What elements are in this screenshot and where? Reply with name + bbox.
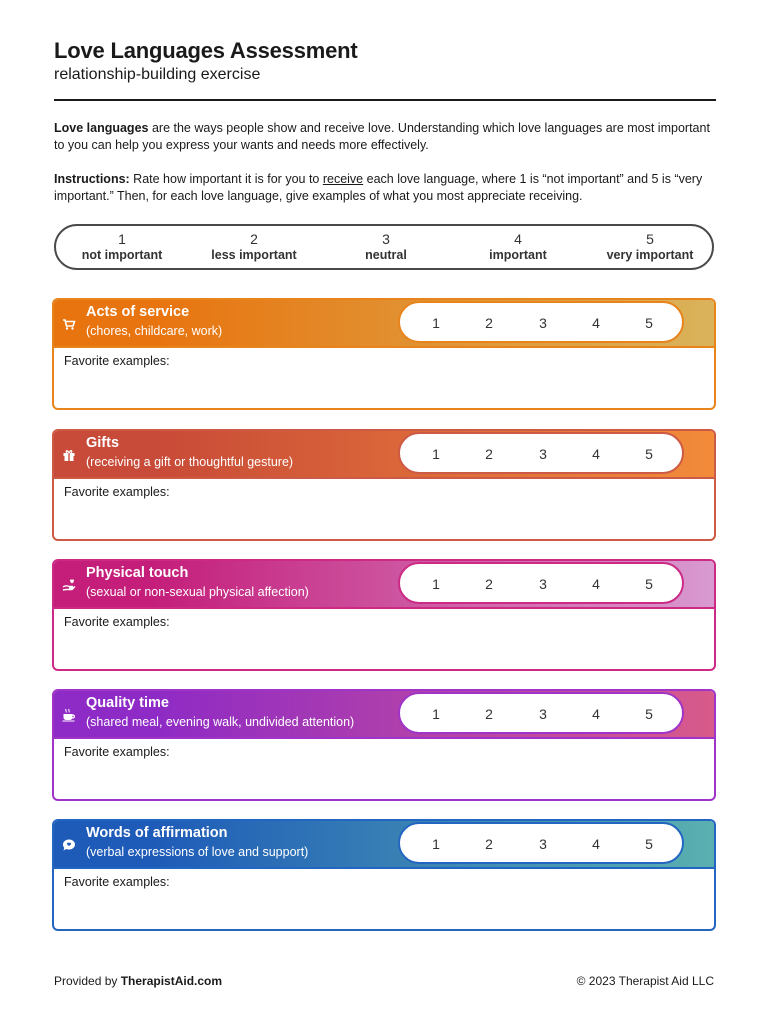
rating-options bbox=[398, 432, 684, 474]
rating-2[interactable]: 2 bbox=[485, 836, 493, 852]
brand-link[interactable]: TherapistAid.com bbox=[120, 974, 223, 988]
rating-options bbox=[398, 301, 684, 343]
scale-label: important bbox=[489, 248, 547, 262]
card-title: Quality time bbox=[86, 695, 169, 711]
rating-2[interactable]: 2 bbox=[485, 315, 493, 331]
favorite-examples-field[interactable] bbox=[54, 737, 714, 799]
rating-2[interactable]: 2 bbox=[485, 576, 493, 592]
scale-item bbox=[62, 231, 182, 263]
footer-copyright: © 2023 Therapist Aid LLC bbox=[576, 974, 714, 988]
card-description: (sexual or non-sexual physical affection) bbox=[86, 585, 309, 599]
rating-5[interactable]: 5 bbox=[645, 576, 653, 592]
rating-4[interactable]: 4 bbox=[592, 836, 600, 852]
card-title: Physical touch bbox=[86, 565, 189, 581]
rating-3[interactable]: 3 bbox=[539, 576, 547, 592]
card-description: (verbal expressions of love and support) bbox=[86, 845, 309, 859]
rating-scale-legend bbox=[54, 224, 714, 270]
provided-by-text: Provided by bbox=[54, 974, 121, 988]
speech-heart-icon bbox=[62, 838, 76, 852]
rating-1[interactable]: 1 bbox=[432, 446, 440, 462]
scale-number: 3 bbox=[382, 231, 390, 247]
page-title: Love Languages Assessment bbox=[54, 38, 358, 63]
rating-3[interactable]: 3 bbox=[539, 446, 547, 462]
page-subtitle: relationship-building exercise bbox=[54, 66, 261, 83]
card-description: (chores, childcare, work) bbox=[86, 324, 223, 338]
instructions-text-after: each love language, where 1 is “not important” and 5 is “very important.” Then, for each love language, give examples of what you most appreciate receiving. bbox=[54, 172, 703, 203]
card-header bbox=[54, 561, 714, 607]
rating-3[interactable]: 3 bbox=[539, 706, 547, 722]
instructions-text-before: Rate how important it is for you to bbox=[129, 172, 323, 186]
favorite-examples-field[interactable] bbox=[54, 867, 714, 929]
scale-item bbox=[590, 231, 710, 263]
rating-3[interactable]: 3 bbox=[539, 836, 547, 852]
scale-number: 2 bbox=[250, 231, 258, 247]
rating-2[interactable]: 2 bbox=[485, 446, 493, 462]
card-title: Gifts bbox=[86, 435, 120, 451]
scale-number: 1 bbox=[118, 231, 126, 247]
scale-number: 4 bbox=[514, 231, 522, 247]
title-divider bbox=[54, 99, 716, 101]
rating-5[interactable]: 5 bbox=[645, 706, 653, 722]
rating-3[interactable]: 3 bbox=[539, 315, 547, 331]
card-words-of-affirmation bbox=[52, 819, 716, 931]
rating-4[interactable]: 4 bbox=[592, 446, 600, 462]
rating-1[interactable]: 1 bbox=[432, 315, 440, 331]
rating-options bbox=[398, 692, 684, 734]
scale-number: 5 bbox=[646, 231, 654, 247]
rating-1[interactable]: 1 bbox=[432, 576, 440, 592]
favorite-examples-label: Favorite examples: bbox=[64, 354, 170, 368]
rating-4[interactable]: 4 bbox=[592, 315, 600, 331]
favorite-examples-field[interactable] bbox=[54, 346, 714, 408]
favorite-examples-field[interactable] bbox=[54, 477, 714, 539]
instructions-paragraph bbox=[54, 171, 716, 205]
scale-label: neutral bbox=[365, 248, 407, 262]
instructions-underlined: receive bbox=[322, 172, 364, 186]
rating-4[interactable]: 4 bbox=[592, 576, 600, 592]
card-physical-touch bbox=[52, 559, 716, 671]
scale-label: very important bbox=[606, 248, 694, 262]
scale-item bbox=[194, 231, 314, 263]
favorite-examples-field[interactable] bbox=[54, 607, 714, 669]
card-quality-time bbox=[52, 689, 716, 801]
card-description: (shared meal, evening walk, undivided attention) bbox=[86, 715, 355, 729]
instructions-bold: Instructions: bbox=[54, 172, 130, 186]
gift-icon bbox=[62, 448, 76, 462]
intro-text: are the ways people show and receive love. Understanding which love languages are most important to you can help you express your wants and needs more effectively. bbox=[54, 121, 710, 152]
card-header bbox=[54, 821, 714, 867]
scale-label: not important bbox=[81, 248, 163, 262]
card-description: (receiving a gift or thoughtful gesture) bbox=[86, 455, 294, 469]
favorite-examples-label: Favorite examples: bbox=[64, 745, 170, 759]
favorite-examples-label: Favorite examples: bbox=[64, 875, 170, 889]
favorite-examples-label: Favorite examples: bbox=[64, 615, 170, 629]
favorite-examples-label: Favorite examples: bbox=[64, 485, 170, 499]
card-gifts bbox=[52, 429, 716, 541]
intro-bold: Love languages bbox=[54, 121, 149, 135]
rating-options bbox=[398, 822, 684, 864]
card-header bbox=[54, 300, 714, 346]
card-acts-of-service bbox=[52, 298, 716, 410]
card-header bbox=[54, 431, 714, 477]
scale-label: less important bbox=[211, 248, 297, 262]
rating-1[interactable]: 1 bbox=[432, 706, 440, 722]
cart-icon bbox=[62, 317, 76, 331]
coffee-cup-icon bbox=[62, 708, 76, 722]
rating-options bbox=[398, 562, 684, 604]
rating-5[interactable]: 5 bbox=[645, 446, 653, 462]
card-title: Acts of service bbox=[86, 304, 190, 320]
rating-4[interactable]: 4 bbox=[592, 706, 600, 722]
rating-2[interactable]: 2 bbox=[485, 706, 493, 722]
scale-item bbox=[458, 231, 578, 263]
hand-heart-icon bbox=[62, 578, 76, 592]
rating-5[interactable]: 5 bbox=[645, 836, 653, 852]
footer-provided-by bbox=[54, 974, 222, 988]
scale-item bbox=[326, 231, 446, 263]
rating-5[interactable]: 5 bbox=[645, 315, 653, 331]
rating-1[interactable]: 1 bbox=[432, 836, 440, 852]
card-title: Words of affirmation bbox=[86, 825, 228, 841]
card-header bbox=[54, 691, 714, 737]
intro-paragraph bbox=[54, 120, 716, 154]
